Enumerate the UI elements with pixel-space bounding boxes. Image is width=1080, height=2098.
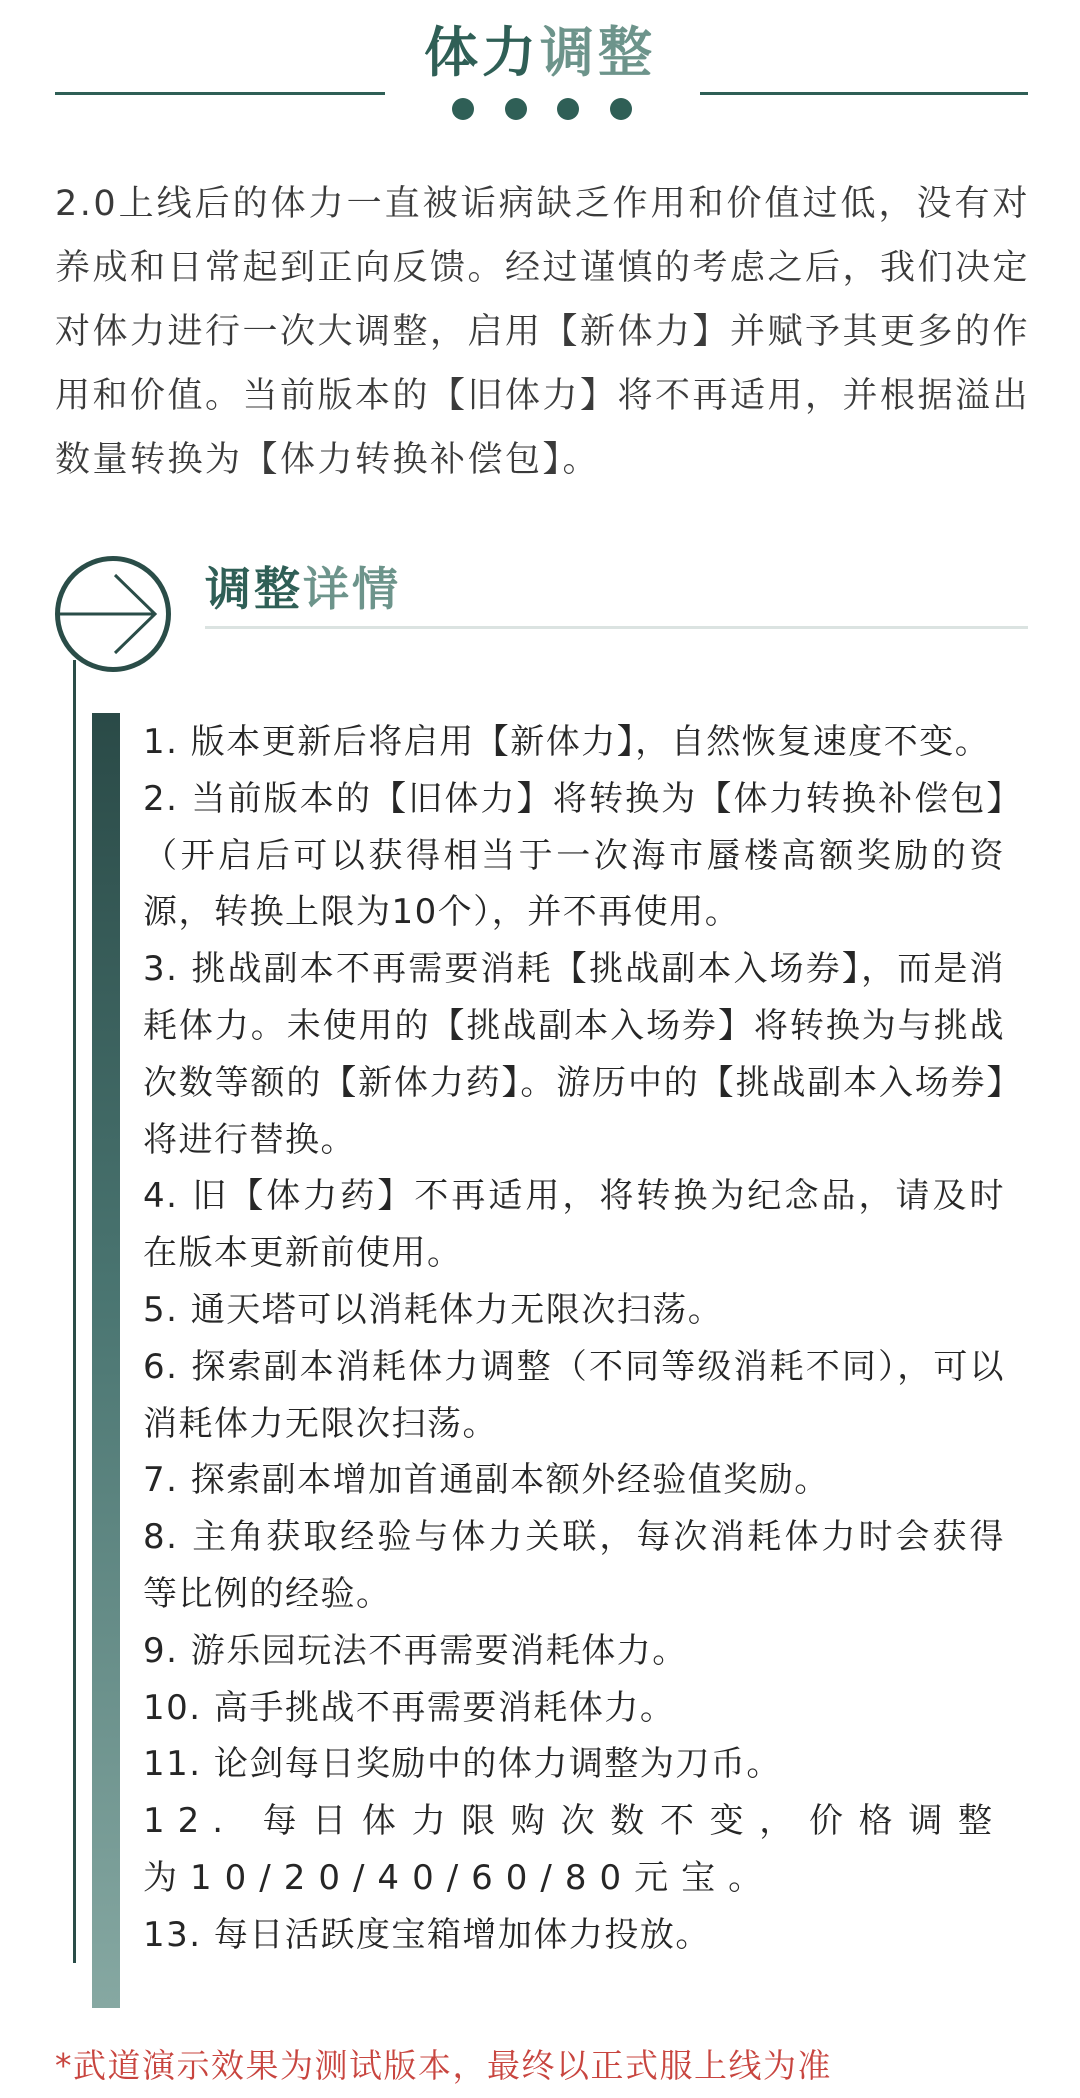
- list-item: 9. 游乐园玩法不再需要消耗体力。: [143, 1630, 688, 1671]
- list-item: 5. 通天塔可以消耗体力无限次扫荡。: [143, 1289, 724, 1330]
- list-item: 11. 论剑每日奖励中的体力调整为刀币。: [143, 1744, 782, 1785]
- title-divider-left: [55, 92, 385, 95]
- list-item: 3. 挑战副本不再需要消耗【挑战副本入场券】，而是消耗体力。未使用的【挑战副本入场券】将转换为与挑战次数等额的【新体力药】。游历中的【挑战副本入场券】将进行替换。: [143, 949, 1005, 1160]
- dot: [452, 98, 474, 120]
- title-part1: 体力: [424, 21, 540, 84]
- arrow-right-icon: [55, 556, 171, 672]
- section-title-part1: 调整: [205, 562, 303, 616]
- page-title: [0, 18, 1080, 88]
- list-item: 6. 探索副本消耗体力调整（不同等级消耗不同），可以消耗体力无限次扫荡。: [143, 1346, 1005, 1444]
- list-item: 4. 旧【体力药】不再适用，将转换为纪念品，请及时在版本更新前使用。: [143, 1176, 1005, 1274]
- list-item: 1. 版本更新后将启用【新体力】，自然恢复速度不变。: [143, 722, 991, 762]
- list-item: 12. 每日体力限购次数不变，价格调整为10/20/40/60/80元宝。: [143, 1801, 1005, 1898]
- list-item: 2. 当前版本的【旧体力】将转换为【体力转换补偿包】（开启后可以获得相当于一次海市蜃楼高额奖励的资源，转换上限为10个），并不再使用。: [143, 778, 1005, 933]
- dot: [610, 98, 632, 120]
- list-item: 7. 探索副本增加首通副本额外经验值奖励。: [143, 1460, 830, 1501]
- footnote: *武道演示效果为测试版本，最终以正式服上线为准: [55, 2046, 832, 2085]
- list-item: 13. 每日活跃度宝箱增加体力投放。: [143, 1914, 711, 1955]
- list-item: 8. 主角获取经验与体力关联，每次消耗体力时会获得等比例的经验。: [143, 1517, 1005, 1614]
- section-vertical-line: [73, 660, 76, 1963]
- section-underline: [205, 626, 1028, 629]
- dot: [557, 98, 579, 120]
- adjustment-list: [143, 714, 1005, 1964]
- list-accent-bar: [92, 713, 120, 2008]
- dot: [505, 98, 527, 120]
- title-part2: 调整: [540, 21, 656, 84]
- section-title: [205, 556, 401, 622]
- intro-paragraph: 2.0上线后的体力一直被诟病缺乏作用和价值过低，没有对养成和日常起到正向反馈。经过谨慎的考虑之后，我们决定对体力进行一次大调整，启用【新体力】并赋予其更多的作用和价值。当前版本的【旧体力】将不再适用，并根据溢出数量转换为【体力转换补偿包】。: [55, 184, 1031, 480]
- section-title-part2: 详情: [303, 562, 401, 616]
- title-dots: [452, 98, 632, 124]
- list-item: 10. 高手挑战不再需要消耗体力。: [143, 1687, 676, 1728]
- title-divider-right: [700, 92, 1028, 95]
